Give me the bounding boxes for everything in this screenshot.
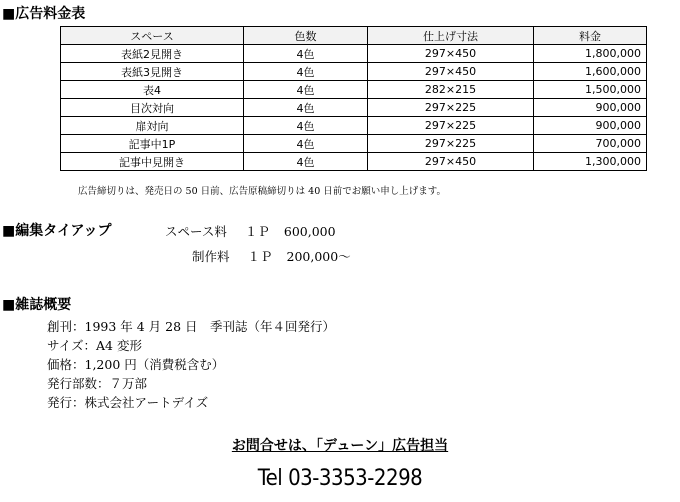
tieup-space-unit: １Ｐ <box>244 224 270 239</box>
cell-price: 1,800,000 <box>534 45 647 63</box>
cell-colors: 4色 <box>244 135 368 153</box>
cell-space: 目次対向 <box>61 99 244 117</box>
header-space: スペース <box>61 27 244 45</box>
cell-colors: 4色 <box>244 153 368 171</box>
table-row <box>61 45 647 63</box>
rates-header-row <box>61 27 647 45</box>
cell-colors: 4色 <box>244 45 368 63</box>
tieup-prod-row <box>192 247 351 265</box>
contact-tel: Tel 03-3353-2298 <box>257 466 423 491</box>
table-row <box>61 99 647 117</box>
cell-colors: 4色 <box>244 99 368 117</box>
cell-price: 900,000 <box>534 117 647 135</box>
cell-space: 記事中見開き <box>61 153 244 171</box>
cell-colors: 4色 <box>244 81 368 99</box>
summary-line: サイズ：A4 変形 <box>47 338 142 353</box>
cell-space: 記事中1P <box>61 135 244 153</box>
cell-size: 297×450 <box>368 153 534 171</box>
cell-size: 297×225 <box>368 117 534 135</box>
header-colors: 色数 <box>244 27 368 45</box>
cell-size: 297×225 <box>368 99 534 117</box>
cell-space: 表紙2見開き <box>61 45 244 63</box>
cell-price: 900,000 <box>534 99 647 117</box>
tieup-prod-unit: １Ｐ <box>247 249 273 264</box>
cell-size: 297×450 <box>368 63 534 81</box>
header-size: 仕上げ寸法 <box>368 27 534 45</box>
tieup-prod-label: 制作料 <box>192 249 230 264</box>
table-row <box>61 63 647 81</box>
cell-price: 1,500,000 <box>534 81 647 99</box>
contact-label-text: お問合せは、「デューン」広告担当 <box>231 438 449 454</box>
header-price: 料金 <box>534 27 647 45</box>
cell-space: 扉対向 <box>61 117 244 135</box>
table-row <box>61 153 647 171</box>
cell-colors: 4色 <box>244 117 368 135</box>
cell-space: 表紙3見開き <box>61 63 244 81</box>
table-row <box>61 81 647 99</box>
tieup-space-row <box>165 222 336 240</box>
cell-price: 1,600,000 <box>534 63 647 81</box>
deadline-note: 広告締切りは、発売日の 50 日前、広告原稿締切りは 40 日前でお願い申し上げます。 <box>78 186 446 197</box>
cell-space: 表4 <box>61 81 244 99</box>
tieup-space-label: スペース料 <box>165 224 227 239</box>
tieup-prod-price: 200,000～ <box>286 249 351 264</box>
cell-price: 700,000 <box>534 135 647 153</box>
table-row <box>61 135 647 153</box>
cell-size: 297×225 <box>368 135 534 153</box>
cell-size: 282×215 <box>368 81 534 99</box>
cell-size: 297×450 <box>368 45 534 63</box>
summary-line: 価格：1,200 円（消費税含む） <box>47 357 225 372</box>
summary-heading: ■雑誌概要 <box>2 297 72 313</box>
tieup-space-price: 600,000 <box>283 224 336 239</box>
summary-line: 発行部数：７万部 <box>47 376 148 391</box>
tieup-heading: ■編集タイアップ <box>2 223 112 239</box>
summary-line: 創刊：1993 年 4 月 28 日 季刊誌（年４回発行） <box>47 319 336 334</box>
rates-heading: ■広告料金表 <box>2 6 86 22</box>
table-row <box>61 117 647 135</box>
cell-colors: 4色 <box>244 63 368 81</box>
rates-table <box>60 26 647 171</box>
cell-price: 1,300,000 <box>534 153 647 171</box>
summary-line: 発行：株式会社アートデイズ <box>47 395 209 410</box>
contact-label <box>0 435 680 455</box>
